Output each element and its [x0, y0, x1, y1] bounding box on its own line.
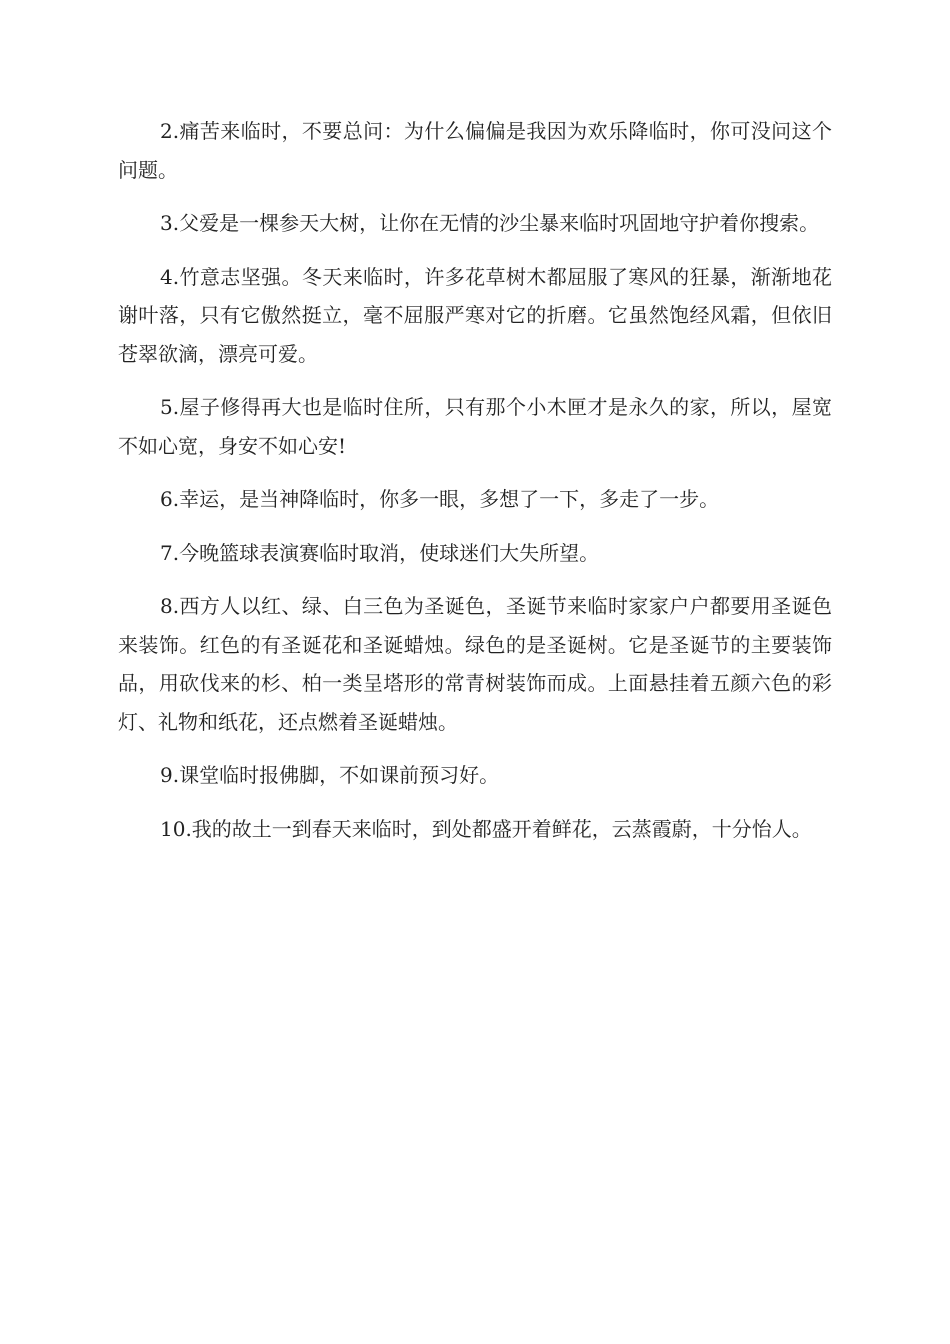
paragraph-2: 2.痛苦来临时，不要总问：为什么偏偏是我因为欢乐降临时，你可没问这个问题。	[118, 119, 832, 182]
paragraph-4: 4.竹意志坚强。冬天来临时，许多花草树木都屈服了寒风的狂暴，渐渐地花谢叶落，只有它傲然挺立，毫不屈服严寒对它的折磨。它虽然饱经风霜，但依旧苍翠欲滴，漂亮可爱。	[118, 264, 832, 366]
paragraph-3: 3.父爱是一棵参天大树，让你在无情的沙尘暴来临时巩固地守护着你搜索。	[160, 211, 820, 235]
paragraph-5: 5.屋子修得再大也是临时住所，只有那个小木匣才是永久的家，所以，屋宽不如心宽，身安不如心安!	[118, 395, 832, 458]
document-body	[118, 112, 832, 863]
paragraph-10: 10.我的故土一到春天来临时，到处都盛开着鲜花，云蒸霞蔚，十分怡人。	[160, 816, 812, 841]
paragraph-7: 7.今晚篮球表演赛临时取消，使球迷们大失所望。	[160, 540, 600, 565]
paragraph-9: 9.课堂临时报佛脚，不如课前预习好。	[160, 763, 500, 787]
paragraph-6: 6.幸运，是当神降临时，你多一眼，多想了一下，多走了一步。	[160, 487, 720, 511]
paragraph-8: 8.西方人以红、绿、白三色为圣诞色，圣诞节来临时家家户户都要用圣诞色来装饰。红色的有圣诞花和圣诞蜡烛。绿色的是圣诞树。它是圣诞节的主要装饰品，用砍伐来的杉、柏一类呈塔形的常青树装饰而成。上面悬挂着五颜六色的彩灯、礼物和纸花，还点燃着圣诞蜡烛。	[118, 594, 832, 734]
